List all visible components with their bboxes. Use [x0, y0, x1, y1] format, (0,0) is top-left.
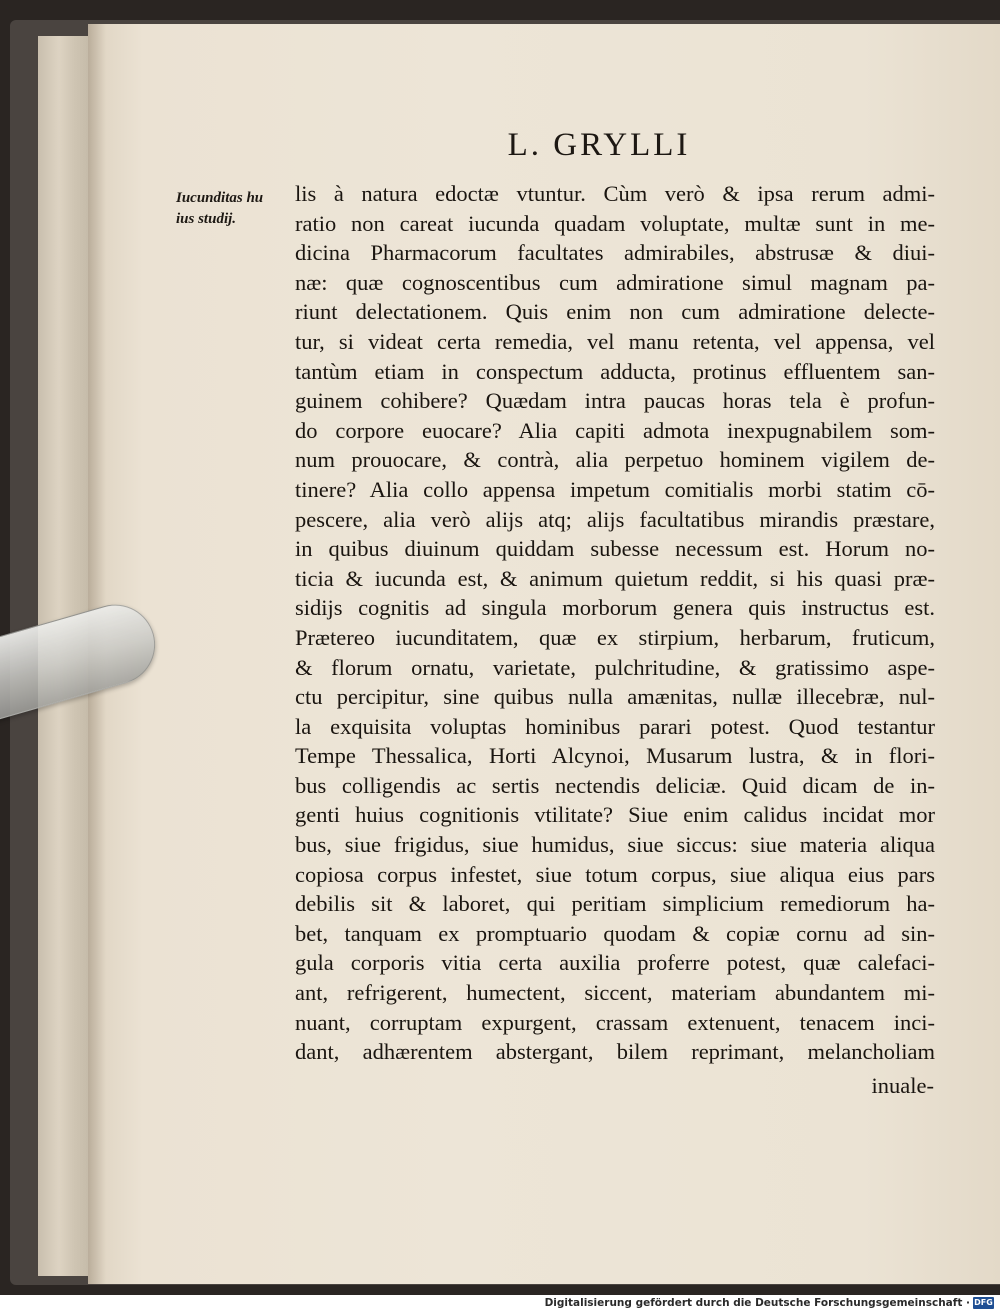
text-line: pescere, alia verò alijs atq; alijs facultatibus mirandis præstare,: [295, 506, 935, 532]
body-text: [295, 179, 935, 1067]
text-line: gula corporis vitia certa auxilia proferre potest, quæ calefaci-: [295, 950, 935, 976]
text-line: tinere? Alia collo appensa impetum comitialis morbi statim cō-: [295, 476, 935, 502]
marginal-note: [176, 188, 296, 230]
text-line: do corpore euocare? Alia capiti admota inexpugnabilem som-: [295, 417, 935, 443]
running-head: L. GRYLLI: [507, 127, 691, 163]
text-line: næ: quæ cognoscentibus cum admiratione simul magnam pa-: [295, 269, 935, 295]
text-line: nuant, corruptam expurgent, crassam extenuent, tenacem inci-: [295, 1009, 935, 1035]
text-line: copiosa corpus infestet, siue totum corpus, siue aliqua eius pars: [295, 861, 935, 887]
footer-credit: Digitalisierung gefördert durch die Deutsche Forschungsgemeinschaft ·: [544, 1297, 970, 1309]
text-line: riunt delectationem. Quis enim non cum admiratione delecte-: [295, 299, 935, 325]
text-line: in quibus diuinum quiddam subesse necessum est. Horum no-: [295, 536, 935, 562]
text-line: bus, siue frigidus, siue humidus, siue siccus: siue materia aliqua: [295, 832, 935, 858]
text-line: tantùm etiam in conspectum adducta, protinus effluentem san-: [295, 358, 935, 384]
marginal-note-line: Iucunditas hu: [176, 190, 264, 206]
dfg-logo-icon: DFG: [974, 1298, 993, 1307]
text-line: ant, refrigerent, humectent, siccent, materiam abundantem mi-: [295, 980, 935, 1006]
text-line: tur, si videat certa remedia, vel manu retenta, vel appensa, vel: [295, 328, 935, 354]
text-line: Tempe Thessalica, Horti Alcynoi, Musarum lustra, & in flori-: [295, 743, 935, 769]
text-line: dant, adhærentem abstergant, bilem reprimant, melancholiam: [295, 1039, 935, 1065]
text-line: & florum ornatu, varietate, pulchritudine, & gratissimo aspe-: [295, 654, 935, 680]
text-line: la exquisita voluptas hominibus parari potest. Quod testantur: [295, 713, 935, 739]
text-line: bus colligendis ac sertis nectendis deliciæ. Quid dicam de in-: [295, 772, 935, 798]
text-line: dicina Pharmacorum facultates admirabiles, abstrusæ & diui-: [295, 240, 935, 266]
text-line: Prætereo iucunditatem, quæ ex stirpium, herbarum, fruticum,: [295, 624, 935, 650]
marginal-note-line: ius studij.: [176, 211, 237, 227]
text-line: ctu percipitur, sine quibus nulla amænitas, nullæ illecebræ, nul-: [295, 684, 935, 710]
text-line: debilis sit & laboret, qui peritiam simplicium remediorum ha-: [295, 891, 935, 917]
text-line: guinem cohibere? Quædam intra paucas horas tela è profun-: [295, 388, 935, 414]
text-line: num prouocare, & contrà, alia perpetuo hominem vigilem de-: [295, 447, 935, 473]
text-line: sidijs cognitis ad singula morborum genera quis instructus est.: [295, 595, 935, 621]
catchword: inuale-: [871, 1073, 934, 1098]
text-line: bet, tanquam ex promptuario quodam & copiæ cornu ad sin-: [295, 920, 935, 946]
text-line: lis à natura edoctæ vtuntur. Cùm verò & ipsa rerum admi-: [295, 181, 935, 206]
text-line: ticia & iucunda est, & animum quietum reddit, si his quasi præ-: [295, 565, 935, 591]
text-line: ratio non careat iucunda quadam voluptate, multæ sunt in me-: [295, 210, 935, 236]
text-line: genti huius cognitionis vtilitate? Siue enim calidus incidat mor: [295, 802, 935, 828]
